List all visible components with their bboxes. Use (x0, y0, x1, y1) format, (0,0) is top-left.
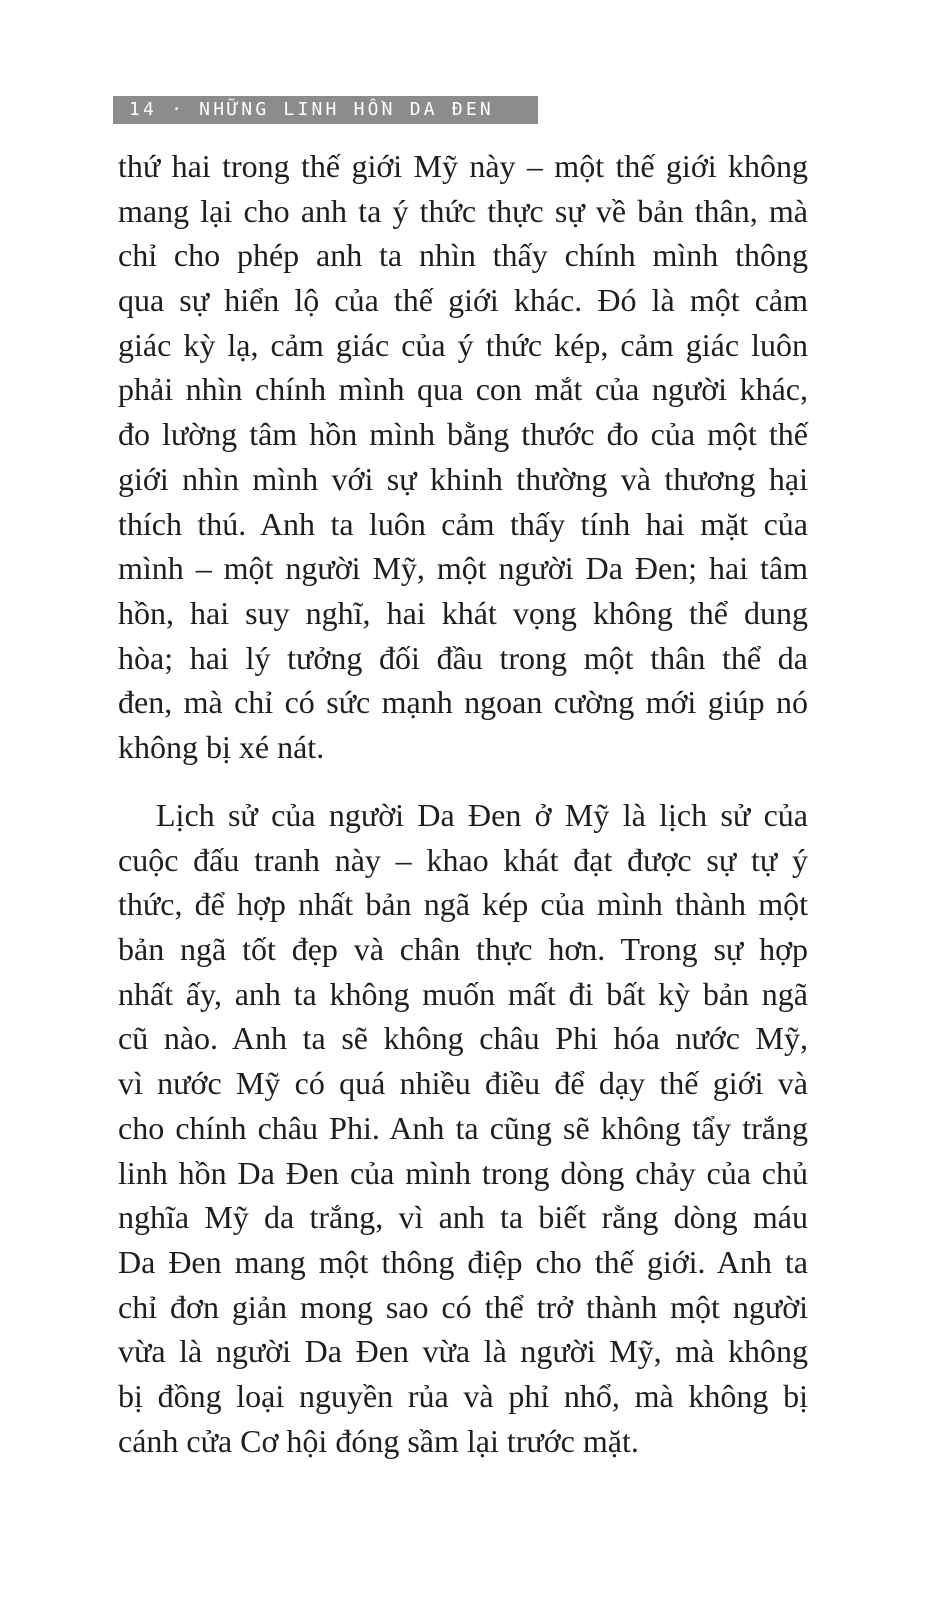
paragraph-line: đo lường tâm hồn mình bằng thước đo của một thế (118, 416, 808, 453)
paragraph-line: linh hồn Da Đen của mình trong dòng chảy của chủ (118, 1154, 808, 1191)
paragraph-line: mình – một người Mỹ, một người Da Đen; hai tâm (118, 550, 808, 587)
paragraph-line: chỉ đơn giản mong sao có thể trở thành một người (118, 1288, 808, 1325)
paragraph-line: phải nhìn chính mình qua con mắt của người khác, (118, 371, 808, 408)
paragraph-line: chỉ cho phép anh ta nhìn thấy chính mình thông (118, 237, 808, 274)
paragraph-line: bản ngã tốt đẹp và chân thực hơn. Trong sự hợp (118, 931, 808, 968)
paragraph-2 (118, 793, 808, 1463)
paragraph-line: Lịch sử của người Da Đen ở Mỹ là lịch sử của (156, 797, 808, 833)
paragraph-line: vì nước Mỹ có quá nhiều điều để dạy thế giới và (118, 1065, 808, 1102)
paragraph-line: cho chính châu Phi. Anh ta cũng sẽ không tẩy trắng (118, 1109, 808, 1146)
paragraph-line: không bị xé nát. (118, 728, 325, 765)
paragraph-line: giác kỳ lạ, cảm giác của ý thức kép, cảm giác luôn (118, 326, 808, 363)
paragraph-line: hồn, hai suy nghĩ, hai khát vọng không thể dung (118, 594, 808, 631)
paragraph-line: thứ hai trong thế giới Mỹ này – một thế giới không (118, 148, 808, 184)
paragraph-1 (118, 144, 808, 770)
paragraph-line: mang lại cho anh ta ý thức thực sự về bản thân, mà (118, 192, 808, 229)
paragraph-line: hòa; hai lý tưởng đối đầu trong một thân thể da (118, 639, 808, 676)
paragraph-line: nghĩa Mỹ da trắng, vì anh ta biết rằng dòng máu (118, 1199, 808, 1236)
paragraph-line: cũ nào. Anh ta sẽ không châu Phi hóa nước Mỹ, (118, 1020, 808, 1057)
paragraph-line: bị đồng loại nguyền rủa và phỉ nhổ, mà không bị (118, 1377, 808, 1414)
paragraph-line: Da Đen mang một thông điệp cho thế giới. Anh ta (118, 1243, 808, 1280)
running-header-title: 14 · NHỮNG LINH HỒN DA ĐEN (129, 99, 494, 120)
paragraph-line: thích thú. Anh ta luôn cảm thấy tính hai mặt của (118, 505, 808, 542)
paragraph-line: thức, để hợp nhất bản ngã kép của mình thành một (118, 886, 808, 923)
paragraph-line: qua sự hiển lộ của thế giới khác. Đó là một cảm (118, 282, 808, 319)
paragraph-line: đen, mà chỉ có sức mạnh ngoan cường mới giúp nó (118, 684, 808, 721)
paragraph-line: giới nhìn mình với sự khinh thường và thương hại (118, 460, 808, 497)
paragraph-line: cuộc đấu tranh này – khao khát đạt được sự tự ý (118, 841, 808, 878)
paragraph-line: nhất ấy, anh ta không muốn mất đi bất kỳ bản ngã (118, 975, 808, 1012)
paragraph-line: vừa là người Da Đen vừa là người Mỹ, mà không (118, 1333, 808, 1370)
paragraph-line: cánh cửa Cơ hội đóng sầm lại trước mặt. (118, 1422, 639, 1459)
running-header (113, 96, 538, 124)
